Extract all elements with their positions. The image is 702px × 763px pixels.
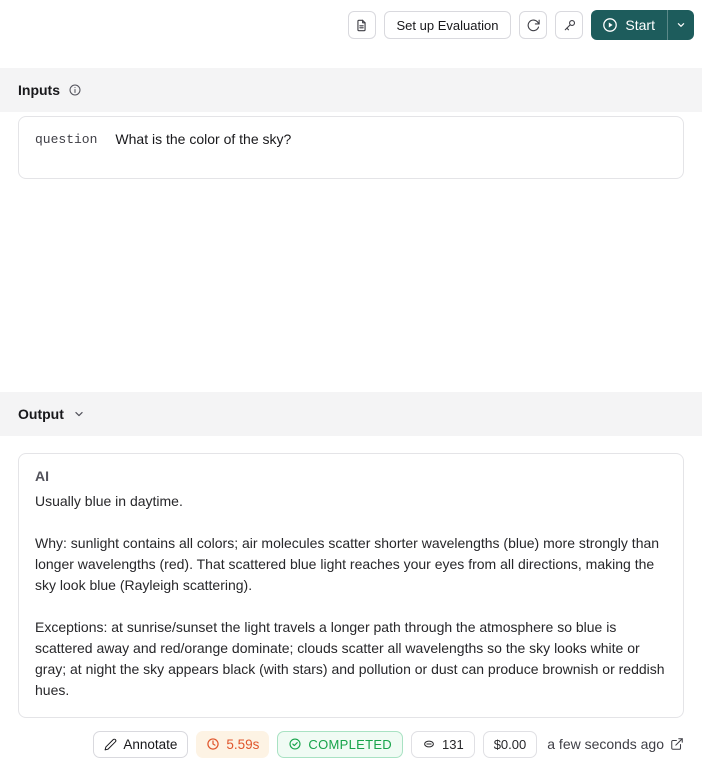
input-field-key: question: [35, 132, 98, 147]
annotate-button[interactable]: [93, 731, 188, 758]
inputs-section-header: [0, 68, 702, 112]
latency-badge: [196, 731, 269, 758]
output-paragraph: Exceptions: at sunrise/sunset the light travels a longer path through the atmosphere so blue is scattered away and red/orange dominate; clouds scatter all wavelengths so the sky looks white or gray; at night the sky appears black (with stars) and pollution or dust can produce brownish or reddish hues.: [35, 619, 665, 698]
input-field-value[interactable]: What is the color of the sky?: [115, 131, 292, 147]
play-icon: [602, 17, 618, 33]
clock-icon: [206, 737, 220, 751]
setup-evaluation-button[interactable]: Set up Evaluation: [384, 11, 512, 39]
refresh-icon: [526, 18, 541, 33]
chevron-down-icon[interactable]: [72, 407, 86, 421]
cost-badge: [483, 731, 538, 758]
top-toolbar: [0, 0, 702, 39]
inputs-header-label: Inputs: [18, 82, 60, 98]
output-paragraph: Usually blue in daytime.: [35, 493, 183, 509]
check-circle-icon: [288, 737, 302, 751]
chevron-down-icon: [675, 19, 687, 31]
pencil-icon: [104, 738, 117, 751]
start-button[interactable]: [591, 10, 667, 40]
key-icon: [562, 18, 577, 33]
output-card: [18, 453, 684, 718]
template-file-button[interactable]: [348, 11, 376, 39]
run-timestamp-link[interactable]: [547, 736, 684, 752]
info-icon[interactable]: [68, 83, 82, 97]
file-icon: [354, 18, 369, 33]
start-dropdown-button[interactable]: [668, 10, 694, 40]
status-value: COMPLETED: [308, 736, 392, 752]
ai-role-label: AI: [35, 468, 49, 484]
output-paragraph: Why: sunlight contains all colors; air molecules scatter shorter wavelengths (blue) more strongly than longer wavelengths (red). That scattered blue light reaches your eyes from all directions, making the sky look blue (Rayleigh scattering).: [35, 535, 660, 593]
latency-value: 5.59s: [226, 736, 260, 752]
cost-value: $0.00: [493, 736, 527, 752]
start-button-label: Start: [625, 17, 655, 33]
output-section-header: [0, 392, 702, 436]
api-key-button[interactable]: [555, 11, 583, 39]
token-count-value: 131: [442, 736, 464, 752]
run-metadata-bar: [18, 730, 684, 758]
token-count-badge: [411, 731, 475, 758]
input-card[interactable]: [18, 116, 684, 179]
coin-icon: [422, 737, 436, 751]
timestamp-text: a few seconds ago: [547, 736, 664, 752]
refresh-button[interactable]: [519, 11, 547, 39]
status-badge: [277, 731, 403, 758]
annotate-button-label: Annotate: [123, 736, 178, 752]
external-link-icon[interactable]: [670, 737, 684, 751]
output-header-label: Output: [18, 406, 64, 422]
start-split-button: [591, 10, 694, 40]
